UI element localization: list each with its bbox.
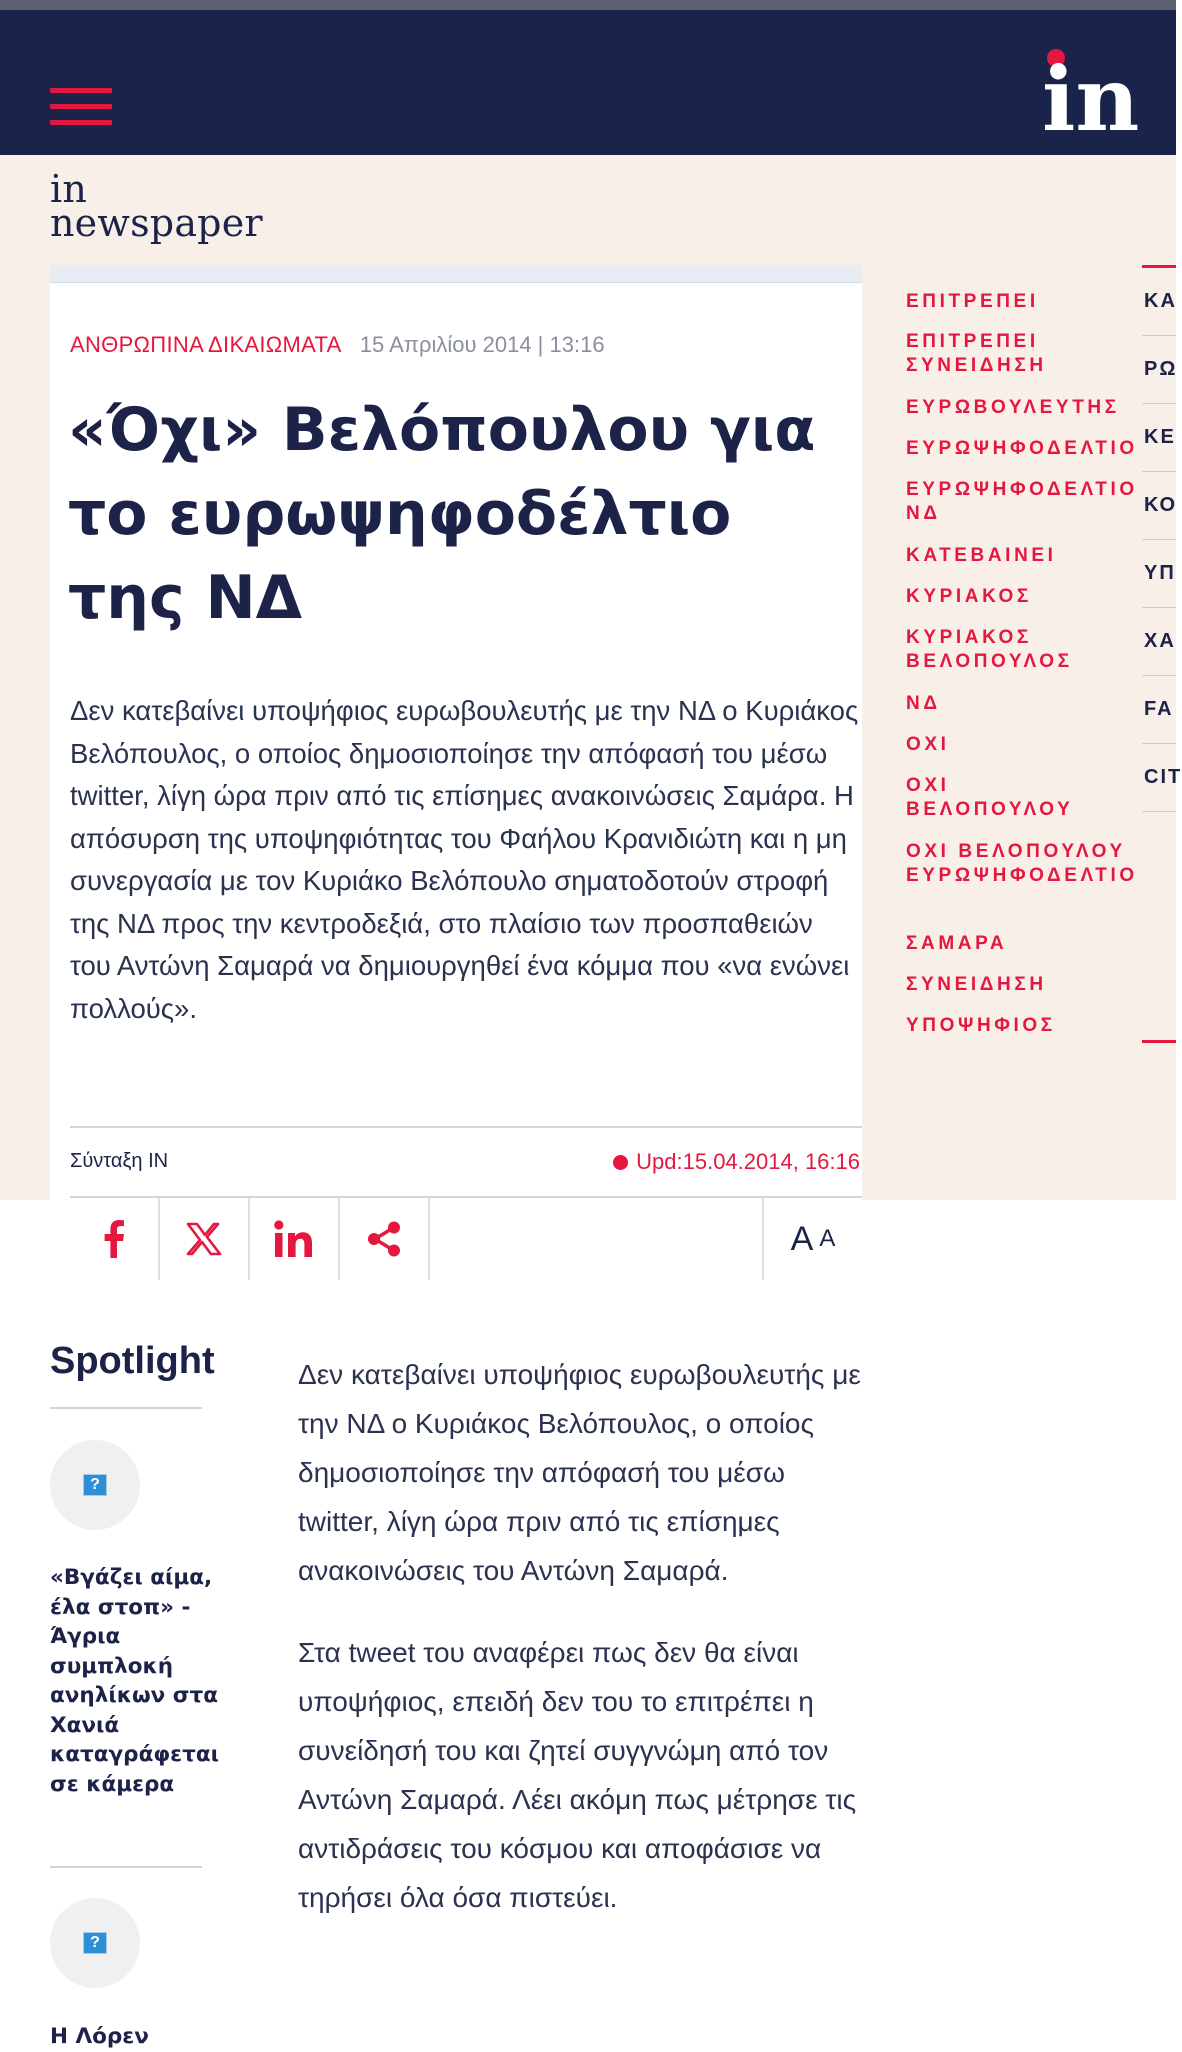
divider [1142, 1040, 1176, 1043]
share-bar [70, 1198, 862, 1280]
tag-link[interactable]: ΕΥΡΩΨΗΦΟΔΕΛΤΙΟ [906, 438, 1138, 459]
missing-image-icon: ? [83, 1474, 107, 1496]
text-size-toggle[interactable]: A A [762, 1198, 862, 1280]
tag-link[interactable]: ΟΧΙ [906, 734, 950, 755]
in-newspaper-logo[interactable]: in newspaper [50, 167, 263, 245]
related-item[interactable]: ΚΟ [1142, 472, 1176, 540]
tag-link[interactable]: ΚΥΡΙΑΚΟΣ [906, 586, 1032, 607]
article-meta [70, 332, 605, 358]
spotlight-headline[interactable]: «Βγάζει αίμα, έλα στοπ» - Άγρια συμπλοκή ανηλίκων στα Χανιά καταγράφεται σε κάμερα [50, 1565, 219, 1797]
spotlight-title: Spotlight [50, 1340, 215, 1382]
tag-link[interactable]: ΝΔ [906, 693, 941, 714]
missing-image-icon: ? [83, 1932, 107, 1954]
card-top-border [50, 265, 862, 283]
body-paragraph: Στα tweet του αναφέρει πως δεν θα είναι υποψήφιος, επειδή δεν του το επιτρέπει η συνείδησή του και ζητεί συγγνώμη από τον Αντώνη Σαμαρά. Λέει ακόμη πως μέτρησε τις αντιδράσεις του κόσμου και αποφάσισε να τηρήσει όλα όσα πιστεύει. [298, 1637, 857, 1913]
facebook-share-button[interactable] [70, 1198, 160, 1280]
article-title: «Όχι» Βελόπουλου για το ευρωψηφοδέλτιο της ΝΔ [68, 395, 816, 633]
x-icon [187, 1223, 221, 1255]
hamburger-icon[interactable] [50, 88, 112, 128]
in-logo[interactable] [1042, 47, 1146, 151]
divider [70, 1126, 862, 1128]
live-dot-icon [613, 1155, 628, 1170]
tag-link[interactable]: ΟΧΙ ΒΕΛΟΠΟΥΛΟΥ ΕΥΡΩΨΗΦΟΔΕΛΤΙΟ [906, 841, 1138, 886]
facebook-icon [103, 1220, 125, 1258]
tag-link[interactable]: ΥΠΟΨΗΦΙΟΣ [906, 1015, 1056, 1036]
related-item[interactable]: FA [1142, 676, 1176, 744]
tag-link[interactable]: ΣΥΝΕΙΔΗΣΗ [906, 974, 1047, 995]
tag-link[interactable]: ΚΥΡΙΑΚΟΣ ΒΕΛΟΠΟΥΛΟΣ [906, 627, 1073, 672]
related-item[interactable]: ΚΕ [1142, 404, 1176, 472]
related-item[interactable]: ΥΠ [1142, 540, 1176, 608]
article-body [298, 1350, 868, 1955]
tag-link[interactable]: ΕΥΡΩΒΟΥΛΕΥΤΗΣ [906, 397, 1120, 418]
top-navbar [0, 0, 1176, 155]
body-paragraph: Δεν κατεβαίνει υποψήφιος ευρωβουλευτής με την ΝΔ ο Κυριάκος Βελόπουλος, ο οποίος δημοσιοποίησε την απόφασή του μέσω twitter, λίγη ώρα πριν από τις επίσημες ανακοινώσεις του Αντώνη Σαμαρά. [298, 1359, 861, 1586]
publish-date: 15 Απριλίου 2014 | 13:16 [359, 332, 605, 357]
svg-text:in: in [1042, 47, 1140, 151]
divider [50, 1407, 202, 1409]
tag-link[interactable]: ΚΑΤΕΒΑΙΝΕΙ [906, 545, 1057, 566]
spotlight-thumbnail[interactable] [50, 1440, 140, 1530]
linkedin-share-button[interactable] [250, 1198, 340, 1280]
tag-link[interactable]: ΟΧΙ ΒΕΛΟΠΟΥΛΟΥ [906, 775, 1074, 820]
category-link[interactable]: ΑΝΘΡΩΠΙΝΑ ΔΙΚΑΙΩΜΑΤΑ [70, 332, 342, 357]
updated-timestamp: Upd:15.04.2014, 16:16 [613, 1149, 860, 1175]
share-button[interactable] [340, 1198, 430, 1280]
related-list [1142, 268, 1182, 812]
article-lede: Δεν κατεβαίνει υποψήφιος ευρωβουλευτής με την ΝΔ ο Κυριάκος Βελόπουλος, ο οποίος δημοσιοποίησε την απόφασή του μέσω twitter, λίγη ώρα πριν από τις επίσημες ανακοινώσεις Σαμάρα. Η απόσυρση της υποψηφιότητας του Φαήλου Κρανιδιώτη και η μη συνεργασία με τον Κυριάκο Βελόπουλο σηματοδοτούν στροφή της ΝΔ προς την κεντροδεξιά, στο πλαίσιο των προσπαθειών του Αντώνη Σαμαρά να δημιουργηθεί ένα κόμμα που «να ενώνει πολλούς». [70, 695, 859, 1024]
spotlight-headline[interactable]: Η Λόρεν [50, 2024, 149, 2049]
divider [50, 1866, 202, 1868]
linkedin-icon [274, 1220, 314, 1258]
tag-link[interactable]: ΕΠΙΤΡΕΠΕΙ [906, 291, 1039, 312]
related-item[interactable]: ΚΑ [1142, 268, 1176, 336]
x-share-button[interactable] [160, 1198, 250, 1280]
tag-link[interactable]: ΣΑΜΑΡΑ [906, 933, 1008, 954]
share-icon [367, 1221, 401, 1257]
spotlight-thumbnail[interactable] [50, 1898, 140, 1988]
related-item[interactable]: ΡΩ [1142, 336, 1176, 404]
tag-link[interactable]: ΕΥΡΩΨΗΦΟΔΕΛΤΙΟ ΝΔ [906, 479, 1138, 524]
related-item[interactable]: ΧΑ [1142, 608, 1176, 676]
tag-link[interactable]: ΕΠΙΤΡΕΠΕΙ ΣΥΝΕΙΔΗΣΗ [906, 331, 1047, 376]
related-item[interactable]: CIT [1142, 744, 1176, 812]
author-byline[interactable]: Σύνταξη ΙΝ [70, 1150, 169, 1172]
